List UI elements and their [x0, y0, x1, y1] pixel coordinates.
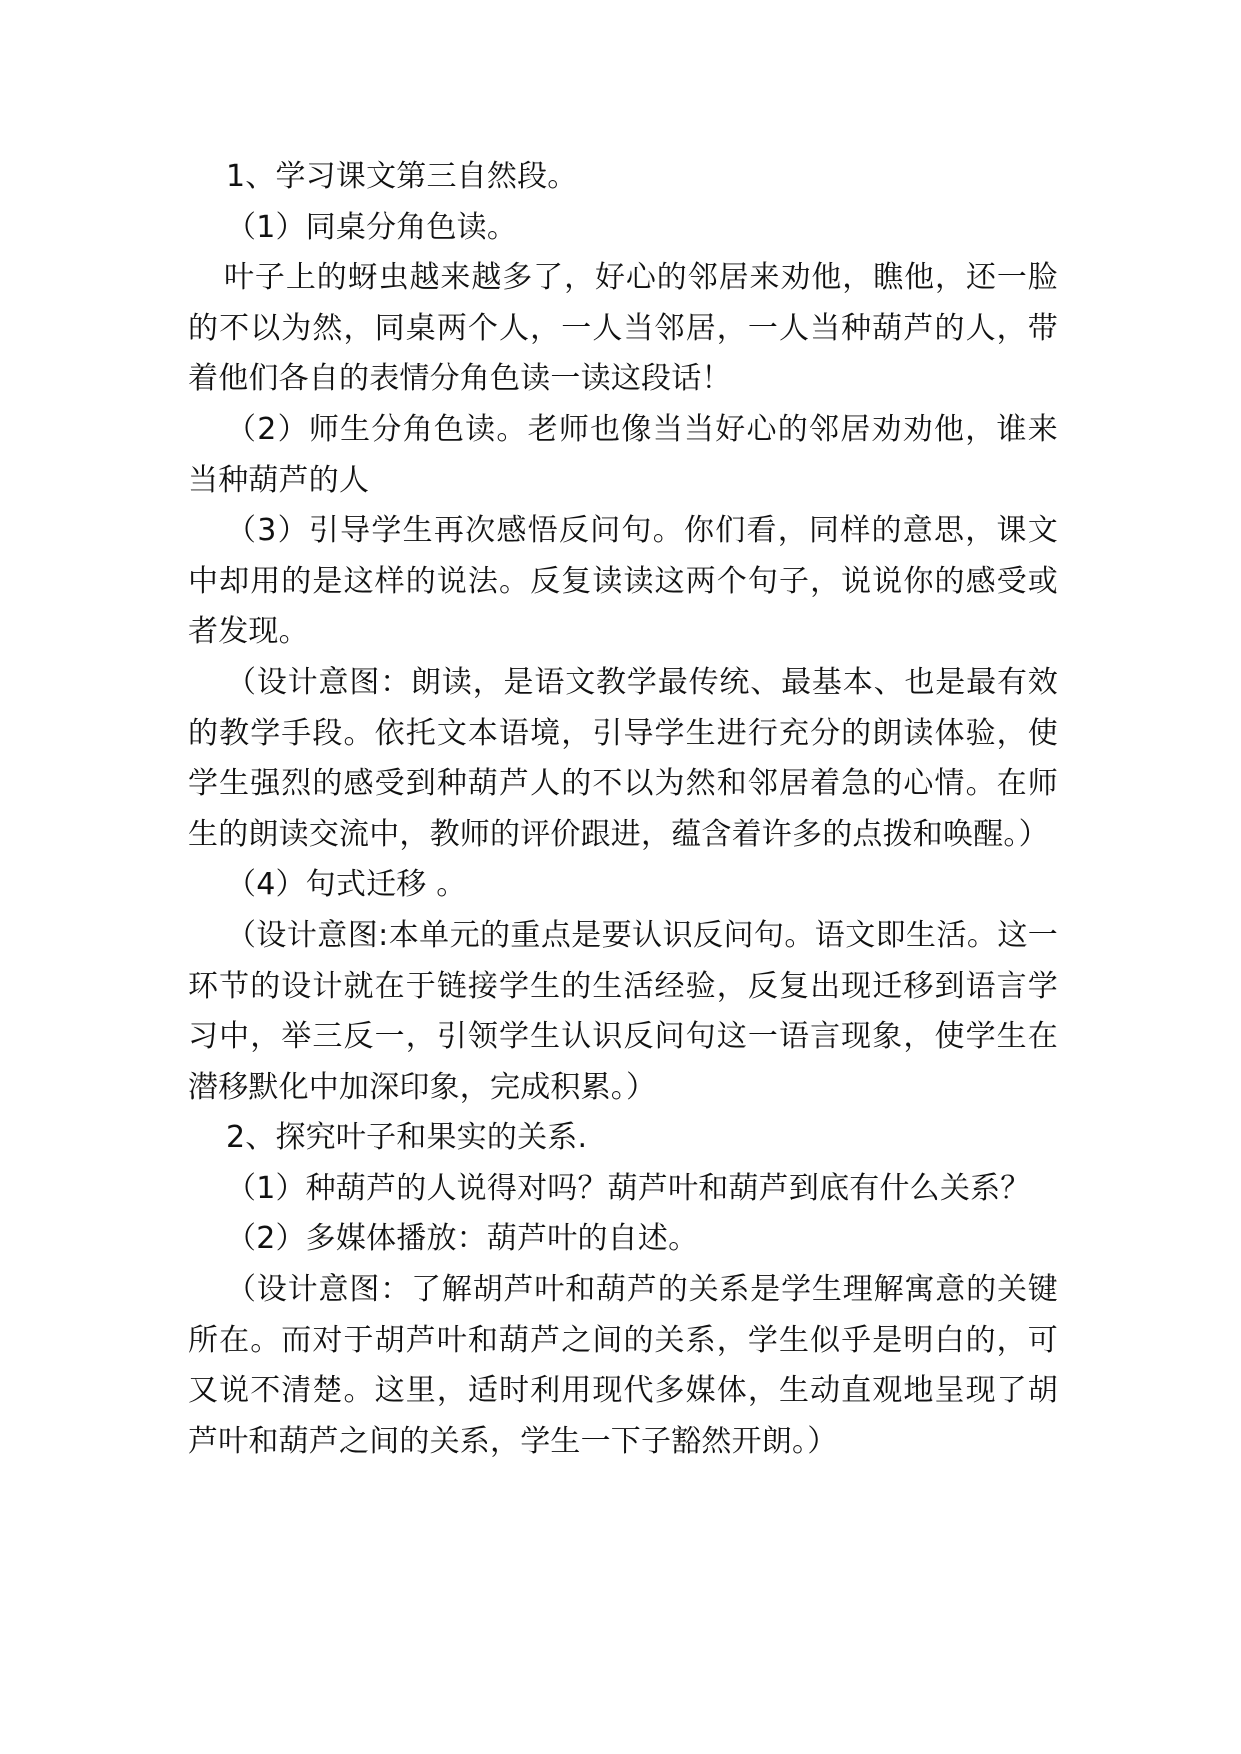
paragraph-step-1: （1）同桌分角色读。	[226, 209, 518, 245]
paragraph-step-2: （2）师生分角色读。老师也像当当好心的邻居劝劝他，谁来当种葫芦的人	[188, 411, 1058, 498]
paragraph-step-2: （2）多媒体播放：葫芦叶的自述。	[226, 1221, 699, 1257]
paragraph-body: 叶子上的蚜虫越来越多了，好心的邻居来劝他，瞧他，还一脸的不以为然，同桌两个人，一人当邻居，一人当种葫芦的人，带着他们各自的表情分角色读一读这段话！	[188, 260, 1058, 397]
design-intent-note: （设计意图：朗读，是语文教学最传统、最基本、也是最有效的教学手段。依托文本语境，引导学生进行充分的朗读体验，使学生强烈的感受到种葫芦人的不以为然和邻居着急的心情。在师生的朗读交流中，教师的评价跟进，蕴含着许多的点拨和唤醒。）	[188, 664, 1058, 852]
design-intent-note: （设计意图：了解胡芦叶和葫芦的关系是学生理解寓意的关键所在。而对于胡芦叶和葫芦之间的关系，学生似乎是明白的，可又说不清楚。这里，适时利用现代多媒体，生动直观地呈现了胡芦叶和葫芦之间的关系，学生一下子豁然开朗。）	[188, 1272, 1058, 1459]
paragraph-step-3: （3）引导学生再次感悟反问句。你们看，同样的意思，课文中却用的是这样的说法。反复读读这两个句子，说说你的感受或者发现。	[188, 513, 1058, 650]
paragraph-step-1: （1）种葫芦的人说得对吗？葫芦叶和葫芦到底有什么关系？	[226, 1170, 1031, 1206]
document-body	[188, 152, 1058, 1467]
section-heading-1: 1、学习课文第三自然段。	[226, 159, 578, 194]
section-heading-2: 2、探究叶子和果实的关系.	[226, 1120, 588, 1156]
paragraph-step-4: （4）句式迁移 。	[226, 867, 467, 903]
design-intent-note: （设计意图:本单元的重点是要认识反问句。语文即生活。这一环节的设计就在于链接学生的生活经验，反复出现迁移到语言学习中，举三反一，引领学生认识反问句这一语言现象，使学生在潜移默化中加深印象，完成积累。）	[188, 917, 1058, 1105]
